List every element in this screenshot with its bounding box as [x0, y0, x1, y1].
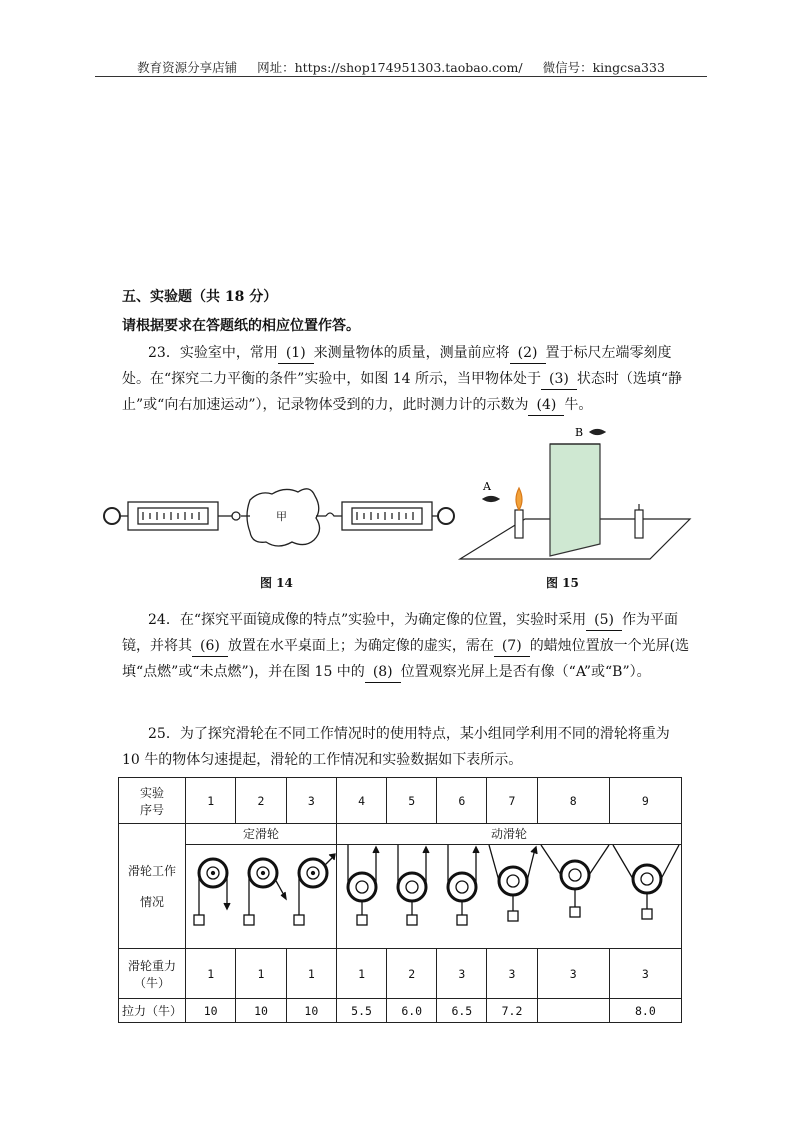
index-cell: 3	[286, 778, 336, 824]
fixed-pulley-group	[186, 824, 337, 949]
answer-blank-2[interactable]: (2)	[510, 343, 546, 364]
fixed-pulley-label: 定滑轮	[186, 824, 336, 845]
answer-blank-3[interactable]: (3)	[541, 369, 577, 390]
left-spring-balance	[104, 502, 240, 530]
table-row	[119, 999, 682, 1023]
row-header-index: 实验 序号	[119, 778, 186, 824]
force-cell: 10	[236, 999, 286, 1023]
header-divider	[95, 76, 707, 77]
force-cell	[537, 999, 609, 1023]
force-cell: 5.5	[337, 999, 387, 1023]
wechat-id: 微信号：kingcsa333	[542, 60, 665, 75]
figure-14-caption: 图 14	[260, 576, 293, 590]
shop-name: 教育资源分享店铺	[137, 60, 238, 75]
force-cell: 7.2	[487, 999, 537, 1023]
weight-cell: 3	[537, 949, 609, 999]
label-b: B	[575, 426, 584, 439]
weight-cell: 3	[609, 949, 681, 999]
question-24: 24．在“探究平面镜成像的特点”实验中，为确定像的位置，实验时采用 (5) 作为平面镜，并将其 (6) 放置在水平桌面上；为确定像的虚实，需在 (7) 的蜡烛位置放一个光屏(选填“点燃”或“未点燃”)，并在图 15 中的 (8) 位置观察光屏上是否有像（“A”或“B”）。	[122, 607, 692, 685]
eye-icon-a	[483, 497, 499, 502]
answer-blank-7[interactable]: (7)	[494, 636, 530, 657]
answer-blank-5[interactable]: (5)	[586, 610, 622, 631]
weight-cell: 3	[437, 949, 487, 999]
force-cell: 10	[286, 999, 336, 1023]
weight-cell: 1	[286, 949, 336, 999]
table-row	[119, 824, 682, 949]
question-23: 23．实验室中，常用 (1) 来测量物体的质量，测量前应将 (2) 置于标尺左端零刻度处。在“探究二力平衡的条件”实验中，如图 14 所示，当甲物体处于 (3) 状态时（选填“静止”或“向右加速运动”），记录物体受到的力，此时测力计的示数为 (4) 牛。	[122, 340, 692, 418]
index-cell: 8	[537, 778, 609, 824]
glass-plate	[550, 444, 600, 556]
movable-pulley-label: 动滑轮	[337, 824, 681, 845]
object-label: 甲	[276, 510, 287, 523]
section-instruction: 请根据要求在答题纸的相应位置作答。	[122, 318, 360, 334]
pulley-data-table	[118, 777, 682, 1023]
force-cell: 6.0	[387, 999, 437, 1023]
index-cell: 2	[236, 778, 286, 824]
row-header-force: 拉力（牛）	[119, 999, 186, 1023]
section-title: 五、实验题（共 18 分）	[122, 289, 278, 305]
right-spring-balance	[326, 502, 454, 530]
object-jia	[241, 489, 326, 546]
index-cell: 5	[387, 778, 437, 824]
table-row	[119, 778, 682, 824]
figure-15	[455, 424, 695, 564]
weight-cell: 1	[186, 949, 236, 999]
weight-cell: 1	[337, 949, 387, 999]
unlit-candle	[635, 510, 643, 538]
figure-15-caption: 图 15	[546, 576, 579, 590]
movable-pulley-group	[337, 824, 682, 949]
fixed-pulley-diagrams	[186, 845, 336, 945]
weight-cell: 2	[387, 949, 437, 999]
movable-pulley-diagrams	[337, 845, 681, 945]
row-header-weight: 滑轮重力 （牛）	[119, 949, 186, 999]
lit-candle	[515, 510, 523, 538]
question-25: 25．为了探究滑轮在不同工作情况时的使用特点，某小组同学利用不同的滑轮将重为 10 牛的物体匀速提起，滑轮的工作情况和实验数据如下表所示。	[122, 726, 670, 768]
index-cell: 7	[487, 778, 537, 824]
row-header-situation: 滑轮工作 情况	[119, 824, 186, 949]
force-cell: 8.0	[609, 999, 681, 1023]
force-cell: 10	[186, 999, 236, 1023]
weight-cell: 1	[236, 949, 286, 999]
table-row	[119, 949, 682, 999]
answer-blank-1[interactable]: (1)	[278, 343, 314, 364]
answer-blank-6[interactable]: (6)	[192, 636, 228, 657]
index-cell: 6	[437, 778, 487, 824]
index-cell: 4	[337, 778, 387, 824]
answer-blank-8[interactable]: (8)	[365, 662, 401, 683]
shop-url[interactable]: 网址：https://shop174951303.taobao.com/	[257, 60, 523, 75]
label-a: A	[483, 480, 491, 493]
page-header	[95, 58, 707, 76]
figure-14	[100, 470, 460, 565]
candle-flame	[516, 488, 522, 510]
index-cell: 1	[186, 778, 236, 824]
eye-icon-b	[590, 430, 605, 435]
index-cell: 9	[609, 778, 681, 824]
weight-cell: 3	[487, 949, 537, 999]
force-cell: 6.5	[437, 999, 487, 1023]
answer-blank-4[interactable]: (4)	[528, 395, 564, 416]
